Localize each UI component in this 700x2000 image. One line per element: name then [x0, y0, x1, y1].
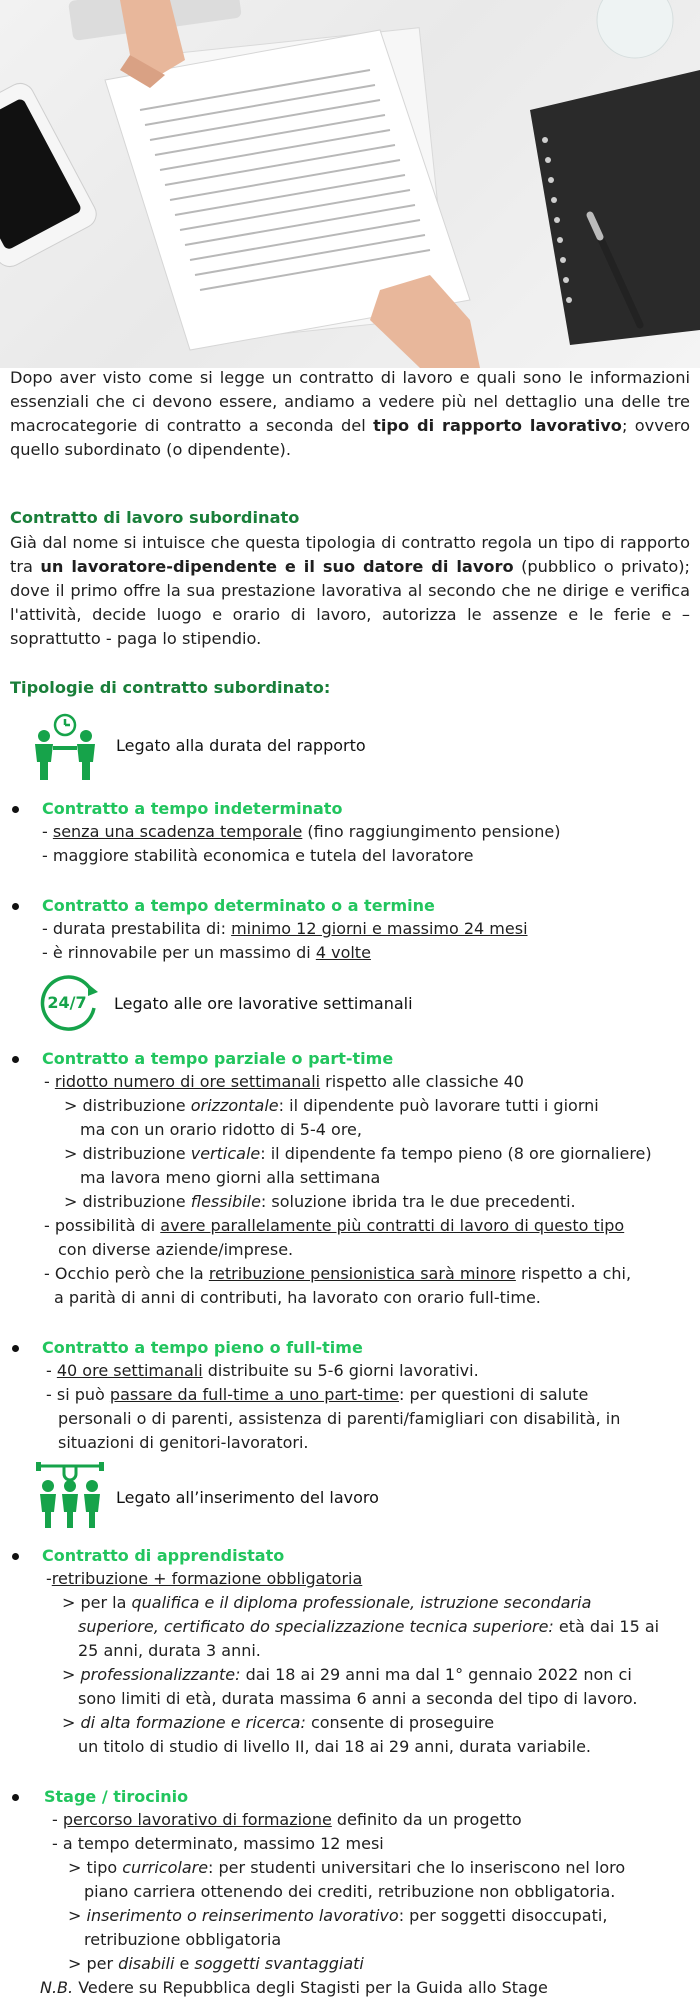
detail-line: retribuzione obbligatoria — [84, 1930, 282, 1949]
contract-handover-illustration — [0, 0, 700, 368]
detail-line: > professionalizzante: dai 18 ai 29 anni ma dal 1° gennaio 2022 non ci — [62, 1665, 632, 1684]
detail-line: un titolo di studio di livello II, dai 18 ai 29 anni, durata variabile. — [78, 1737, 591, 1756]
people-clock-icon — [30, 712, 100, 782]
contract-title: Contratto a tempo determinato o a termine — [42, 896, 435, 915]
badge-text: 24/7 — [47, 993, 87, 1012]
detail-line: - durata prestabilita di: minimo 12 giorni e massimo 24 mesi — [42, 919, 528, 938]
detail-line: sono limiti di età, durata massima 6 anni a seconda del tipo di lavoro. — [78, 1689, 638, 1708]
detail-line: > di alta formazione e ricerca: consente di proseguire — [62, 1713, 495, 1732]
smartphone-illustration — [0, 79, 101, 272]
detail-line: situazioni di genitori-lavoratori. — [58, 1433, 309, 1452]
contract-title: Contratto a tempo parziale o part-time — [42, 1049, 394, 1068]
detail-line: -retribuzione + formazione obbligatoria — [46, 1569, 363, 1588]
bullet — [12, 1794, 19, 1801]
detail-line: con diverse aziende/imprese. — [58, 1240, 294, 1259]
detail-line: - maggiore stabilità economica e tutela del lavoratore — [42, 846, 474, 865]
contract-title: Contratto a tempo indeterminato — [42, 799, 343, 818]
detail-line: ma lavora meno giorni alla settimana — [80, 1168, 381, 1187]
hero-photo — [0, 0, 700, 368]
glass-illustration — [597, 0, 673, 58]
bullet — [12, 1553, 19, 1560]
team-hiring-icon — [34, 1460, 106, 1530]
detail-line: > inserimento o reinserimento lavorativo: per soggetti disoccupati, — [68, 1906, 608, 1925]
detail-line: > distribuzione verticale: il dipendente fa tempo pieno (8 ore giornaliere) — [64, 1144, 652, 1163]
bullet — [12, 903, 19, 910]
category-label: Legato all’inserimento del lavoro — [116, 1488, 379, 1507]
detail-line: - percorso lavorativo di formazione definito da un progetto — [52, 1810, 522, 1829]
detail-line: 25 anni, durata 3 anni. — [78, 1641, 261, 1660]
note-line: N.B. Vedere su Repubblica degli Stagisti per la Guida allo Stage — [40, 1978, 548, 1997]
bullet — [12, 1056, 19, 1063]
detail-line: > tipo curricolare: per studenti universitari che lo inseriscono nel loro — [68, 1858, 626, 1877]
contract-title: Stage / tirocinio — [44, 1787, 189, 1806]
contract-title: Contratto di apprendistato — [42, 1546, 285, 1565]
subordinato-paragraph: Già dal nome si intuisce che questa tipologia di contratto regola un tipo di rapporto tra un lavoratore-dipendente e il suo datore di lavoro (pubblico o privato); dove il primo offre la sua prestazione lavorativa al secondo che ne dirige e verifica l'attività, decide luogo e orario di lavoro, autorizza le assenze e le ferie e – soprattutto - paga lo stipendio. — [10, 533, 690, 648]
detail-line: > per la qualifica e il diploma professionale, istruzione secondaria — [62, 1593, 592, 1612]
detail-line: personali o di parenti, assistenza di parenti/famigliari con disabilità, in — [58, 1409, 621, 1428]
category-duration — [30, 712, 530, 782]
notebook-illustration — [530, 70, 700, 345]
detail-line: - 40 ore settimanali distribuite su 5-6 giorni lavorativi. — [46, 1361, 479, 1380]
detail-line: - a tempo determinato, massimo 12 mesi — [52, 1834, 384, 1853]
category-label: Legato alle ore lavorative settimanali — [114, 994, 413, 1013]
bullet — [12, 1345, 19, 1352]
contract-title: Contratto a tempo pieno o full-time — [42, 1338, 363, 1357]
detail-line: superiore, certificato do specializzazione tecnica superiore: età dai 15 ai — [78, 1617, 660, 1636]
bullet — [12, 806, 19, 813]
section-title-subordinato: Contratto di lavoro subordinato — [10, 508, 300, 527]
types-title: Tipologie di contratto subordinato: — [10, 678, 331, 697]
subordinato-emphasis: un lavoratore-dipendente e il suo datore di lavoro — [40, 557, 514, 576]
intro-emphasis: tipo di rapporto lavorativo — [373, 416, 622, 435]
detail-line: > distribuzione flessibile: soluzione ibrida tra le due precedenti. — [64, 1192, 576, 1211]
detail-line: ma con un orario ridotto di 5-4 ore, — [80, 1120, 362, 1139]
24-7-icon — [36, 970, 100, 1034]
detail-line: - Occhio però che la retribuzione pensionistica sarà minore rispetto a chi, — [44, 1264, 632, 1283]
detail-line: piano carriera ottenendo dei crediti, retribuzione non obbligatoria. — [84, 1882, 616, 1901]
category-weekly-hours — [36, 970, 536, 1034]
detail-line: > per disabili e soggetti svantaggiati — [68, 1954, 364, 1973]
detail-line: - è rinnovabile per un massimo di 4 volte — [42, 943, 371, 962]
category-label: Legato alla durata del rapporto — [116, 736, 366, 755]
detail-line: - ridotto numero di ore settimanali rispetto alle classiche 40 — [44, 1072, 524, 1091]
intro-paragraph: Dopo aver visto come si legge un contratto di lavoro e quali sono le informazioni essenziali che ci devono essere, andiamo a vedere più nel dettaglio una delle tre macrocategorie di contratto a seconda del tipo di rapporto lavorativo; ovvero quello subordinato (o dipendente). — [10, 368, 690, 459]
detail-line: - si può passare da full-time a uno part-time: per questioni di salute — [46, 1385, 589, 1404]
detail-line: > distribuzione orizzontale: il dipendente può lavorare tutti i giorni — [64, 1096, 599, 1115]
category-job-entry — [34, 1460, 534, 1530]
detail-line: a parità di anni di contributi, ha lavorato con orario full-time. — [54, 1288, 541, 1307]
detail-line: - senza una scadenza temporale (fino raggiungimento pensione) — [42, 822, 561, 841]
detail-line: - possibilità di avere parallelamente più contratti di lavoro di questo tipo — [44, 1216, 625, 1235]
